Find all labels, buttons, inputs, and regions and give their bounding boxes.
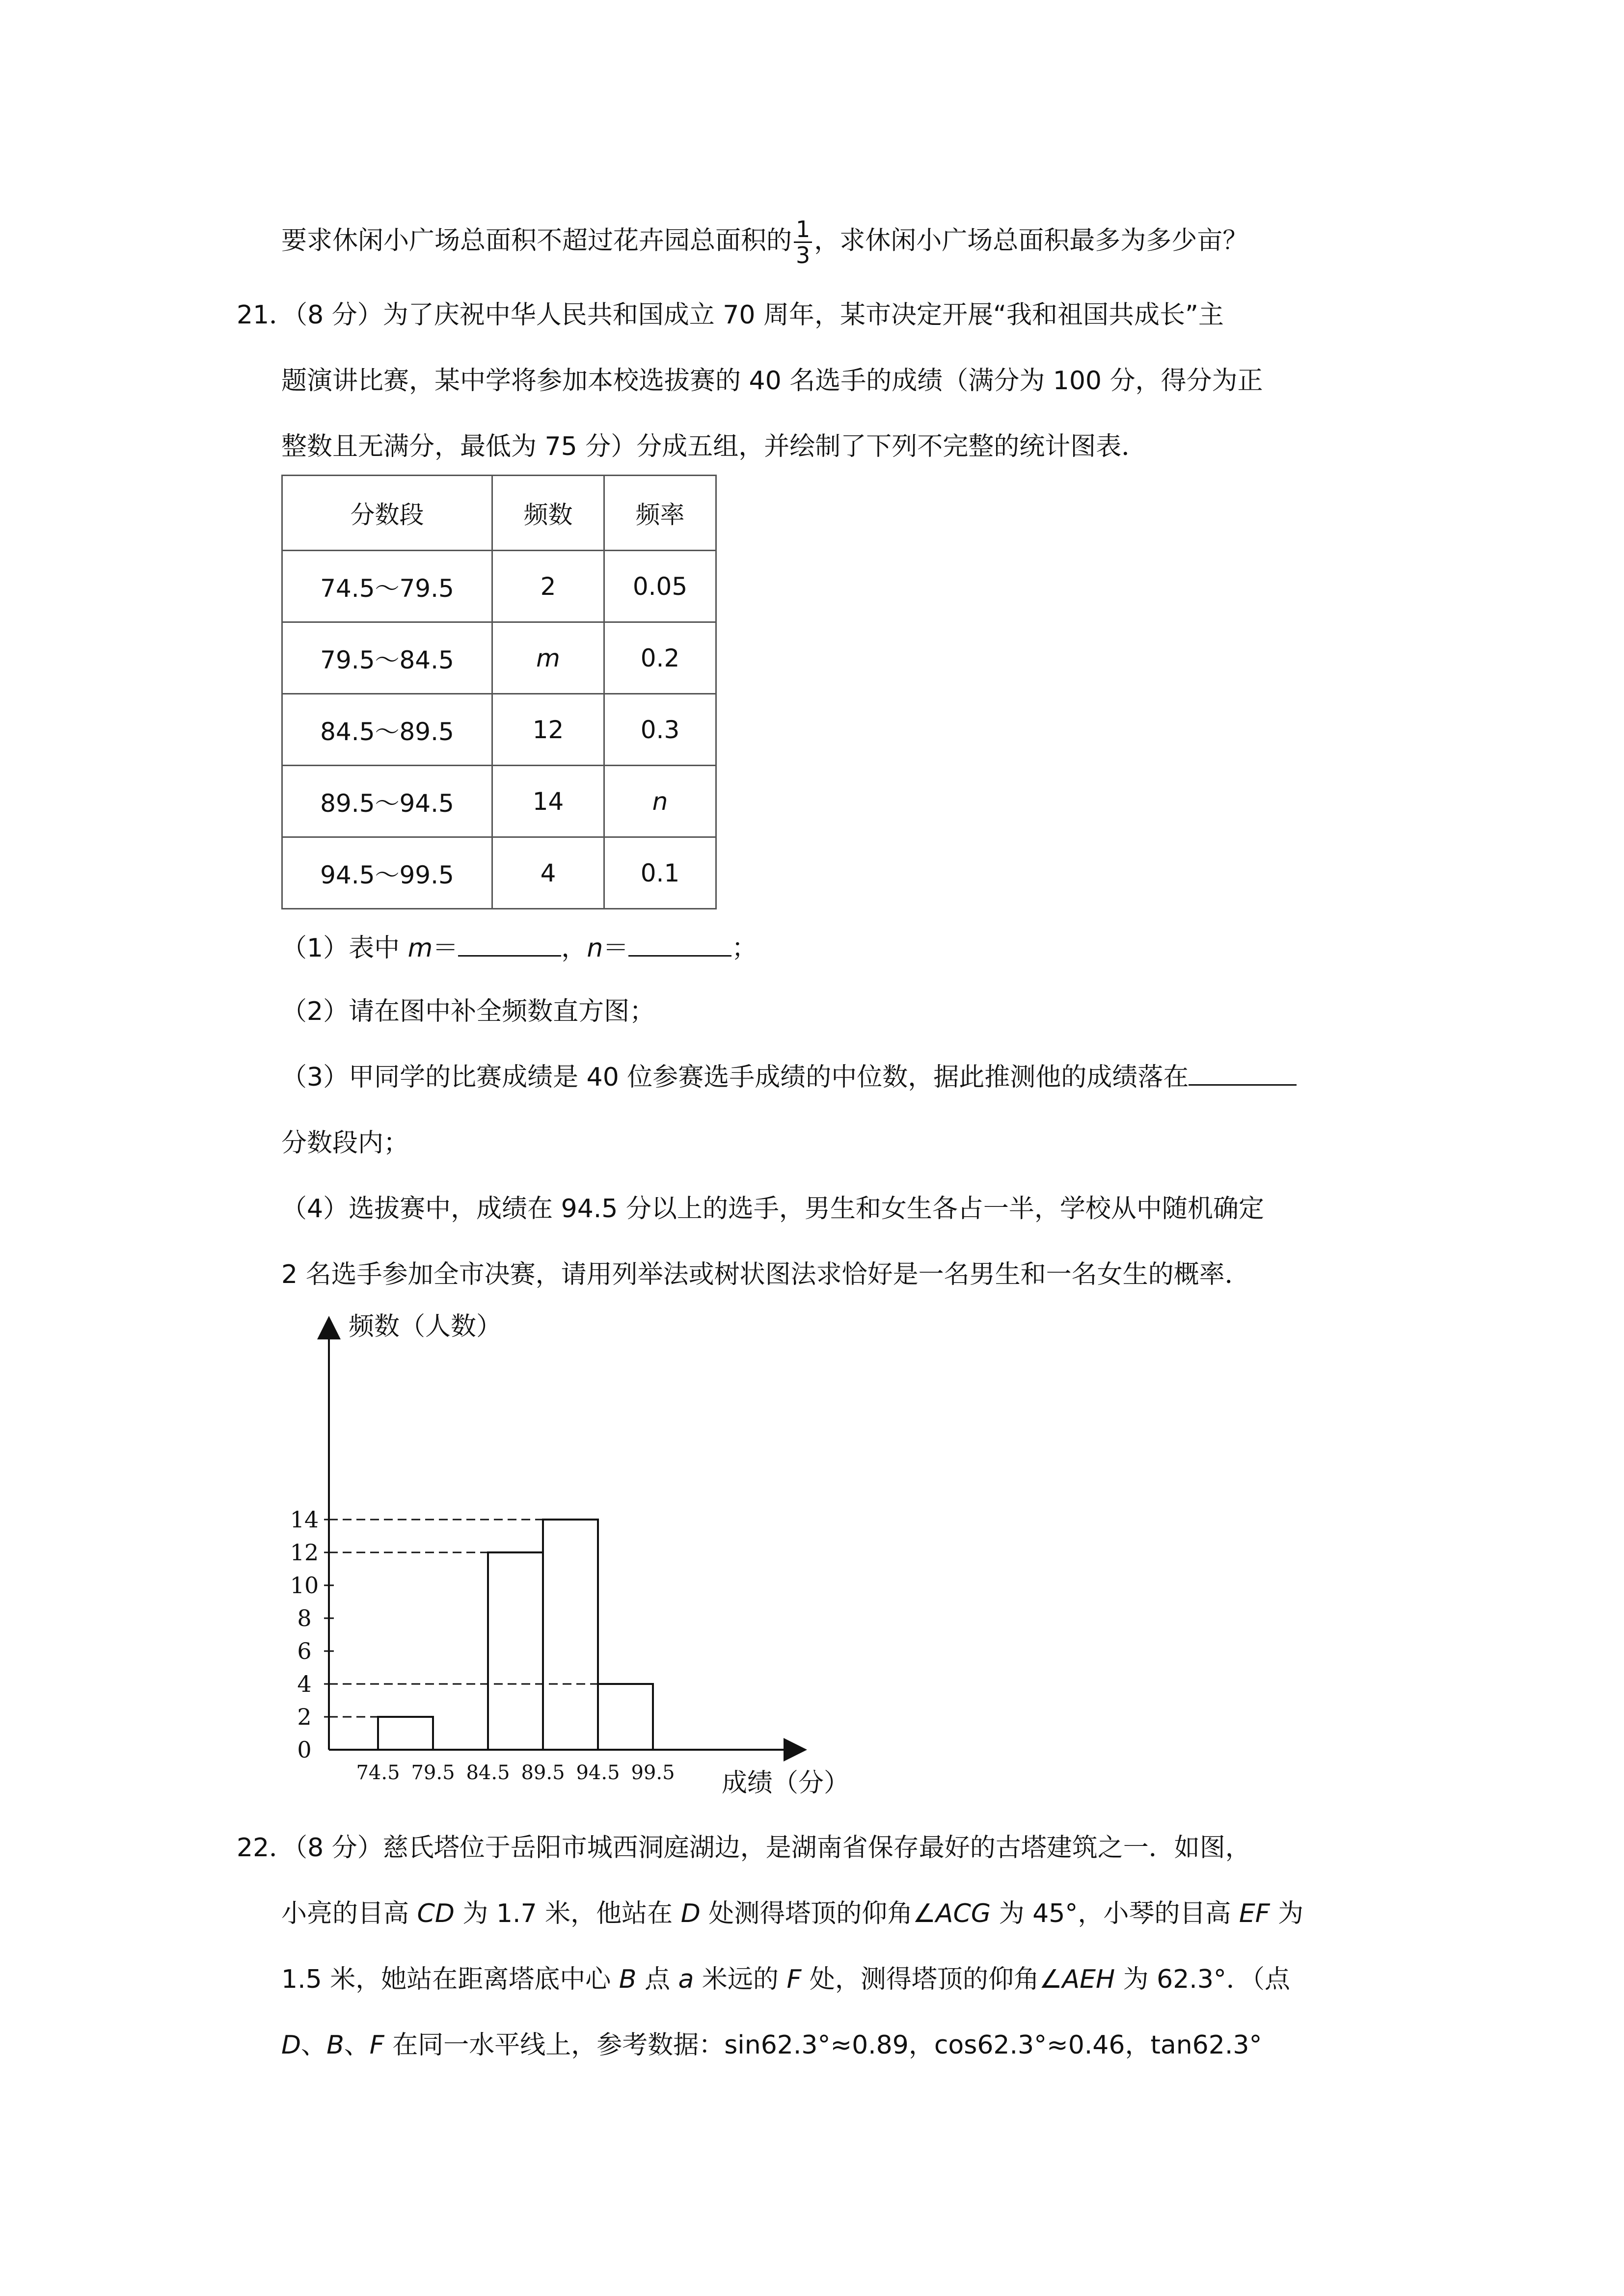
histogram-bar [543,1520,598,1750]
frequency-table [281,475,717,909]
table-cell: n [604,766,716,837]
q21-line-3: 整数且无满分，最低为 75 分）分成五组，并绘制了下列不完整的统计图表． [281,432,1147,461]
q22-text: 米远的 [694,1965,787,1994]
q22-line-1: 22．（8 分）慈氏塔位于岳阳市城西洞庭湖边，是湖南省保存最好的古塔建筑之一．如图， [237,1833,1251,1863]
q21-line-2: 题演讲比赛，某中学将参加本校选拔赛的 40 名选手的成绩（满分为 100 分，得分为正 [281,366,1263,396]
q21-sub4-cont: 2 名选手参加全市决赛，请用列举法或树状图法求恰好是一名男生和一名女生的概率． [281,1260,1250,1289]
fraction-numerator: 1 [794,217,812,243]
q22-text: 为 45°，小琴的目高 [991,1899,1239,1928]
q20-tail-line [281,217,1248,267]
table-row [282,766,716,837]
y-tick-label: 8 [297,1605,312,1631]
histogram-bar [488,1552,543,1750]
q21-line-1: 21．（8 分）为了庆祝中华人民共和国成立 70 周年，某市决定开展“我和祖国共成长”主 [237,300,1224,330]
q22-text: 1.5 米，她站在距离塔底中心 [281,1965,619,1994]
y-tick-label: 2 [297,1704,312,1730]
q22-text: 处测得塔顶的仰角∠ [700,1899,936,1928]
q22-line-4 [281,2030,1262,2060]
table-header: 频数 [492,476,604,551]
frequency-histogram [275,1306,864,1816]
comma: ， [561,934,587,963]
q22-text: 处，测得塔顶的仰角∠ [801,1965,1062,1994]
equals-sign: ＝ [603,934,629,963]
q20-text-before: 要求休闲小广场总面积不超过花卉园总面积的 [281,226,792,256]
var-B: B [326,2030,344,2060]
y-tick-label: 6 [297,1638,312,1664]
var-EF: EF [1239,1899,1270,1928]
equals-sign: ＝ [433,934,459,963]
q21-sub4: （4）选拔赛中，成绩在 94.5 分以上的选手，男生和女生各占一半，学校从中随机确定 [281,1194,1264,1224]
histogram-bar [598,1684,653,1750]
chart-y-axis-label: 频数（人数） [349,1312,502,1341]
x-tick-label: 94.5 [576,1762,620,1784]
table-header: 分数段 [282,476,492,551]
table-row [282,694,716,766]
q22-text: 为 1.7 米，他站在 [454,1899,681,1928]
table-cell: 0.1 [604,837,716,909]
var-CD: CD [417,1899,455,1928]
table-row [282,622,716,694]
x-tick-label: 99.5 [631,1762,675,1784]
var-ACG: ACG [935,1899,991,1928]
table-row [282,837,716,909]
table-cell: 14 [492,766,604,837]
y-tick-label: 12 [290,1539,319,1566]
table-cell: 0.3 [604,694,716,766]
table-cell: 84.5～89.5 [282,694,492,766]
table-cell: 12 [492,694,604,766]
table-cell: m [492,622,604,694]
table-cell: 0.2 [604,622,716,694]
answer-blank-median-range[interactable] [1189,1063,1297,1086]
chart-dashed-guides [329,1520,598,1717]
x-tick-label: 79.5 [411,1762,455,1784]
histogram-bar [378,1717,433,1750]
chart-bars [378,1520,653,1750]
q22-line-2 [281,1899,1303,1928]
chart-axes [329,1328,795,1750]
chart-x-ticks [356,1762,675,1784]
table-header-row [282,476,716,551]
q21-sub3-cont: 分数段内； [281,1128,409,1158]
chart-x-axis-label: 成绩（分） [722,1768,850,1798]
separator: 、 [301,2030,327,2060]
var-n: n [587,934,603,963]
table-header: 频率 [604,476,716,551]
var-AEH: AEH [1062,1965,1115,1994]
x-tick-label: 74.5 [356,1762,400,1784]
separator: 、 [344,2030,370,2060]
answer-blank-n[interactable] [628,934,731,957]
y-tick-label: 14 [290,1506,319,1533]
fraction-one-third [794,217,812,267]
answer-blank-m[interactable] [458,934,561,957]
q22-text: 点 [636,1965,678,1994]
table-row [282,551,716,622]
q22-text: 在同一水平线上，参考数据：sin62.3°≈0.89，cos62.3°≈0.46，tan62.3° [384,2030,1262,2060]
sub3-text: （3）甲同学的比赛成绩是 40 位参赛选手成绩的中位数，据此推测他的成绩落在 [281,1063,1189,1092]
x-tick-label: 84.5 [466,1762,510,1784]
table-cell: 2 [492,551,604,622]
q22-line-3 [281,1965,1290,1994]
table-cell: 4 [492,837,604,909]
var-F: F [786,1965,802,1994]
table-cell: 0.05 [604,551,716,622]
var-D: D [281,2030,301,2060]
y-tick-label: 4 [297,1671,312,1697]
q21-sub2: （2）请在图中补全频数直方图； [281,997,655,1026]
semicolon: ； [731,934,758,963]
var-D: D [680,1899,701,1928]
var-a: a [678,1965,694,1994]
chart-y-ticks [290,1506,334,1763]
x-tick-label: 89.5 [521,1762,565,1784]
q22-text: 为 62.3°．（点 [1115,1965,1290,1994]
table-cell: 74.5～79.5 [282,551,492,622]
var-m: m [407,934,433,963]
var-B: B [619,1965,637,1994]
table-cell: 79.5～84.5 [282,622,492,694]
y-tick-label: 0 [297,1736,312,1763]
fraction-denominator: 3 [796,242,811,268]
table-cell: 94.5～99.5 [282,837,492,909]
table-cell: 89.5～94.5 [282,766,492,837]
sub1-label: （1）表中 [281,934,408,963]
q21-sub3 [281,1063,1297,1092]
y-tick-label: 10 [290,1572,319,1599]
q22-text: 小亮的目高 [281,1899,417,1928]
q20-text-after: ，求休闲小广场总面积最多为多少亩？ [814,226,1248,256]
q21-sub1 [281,934,757,963]
q22-text: 为 [1270,1899,1304,1928]
var-F: F [369,2030,384,2060]
